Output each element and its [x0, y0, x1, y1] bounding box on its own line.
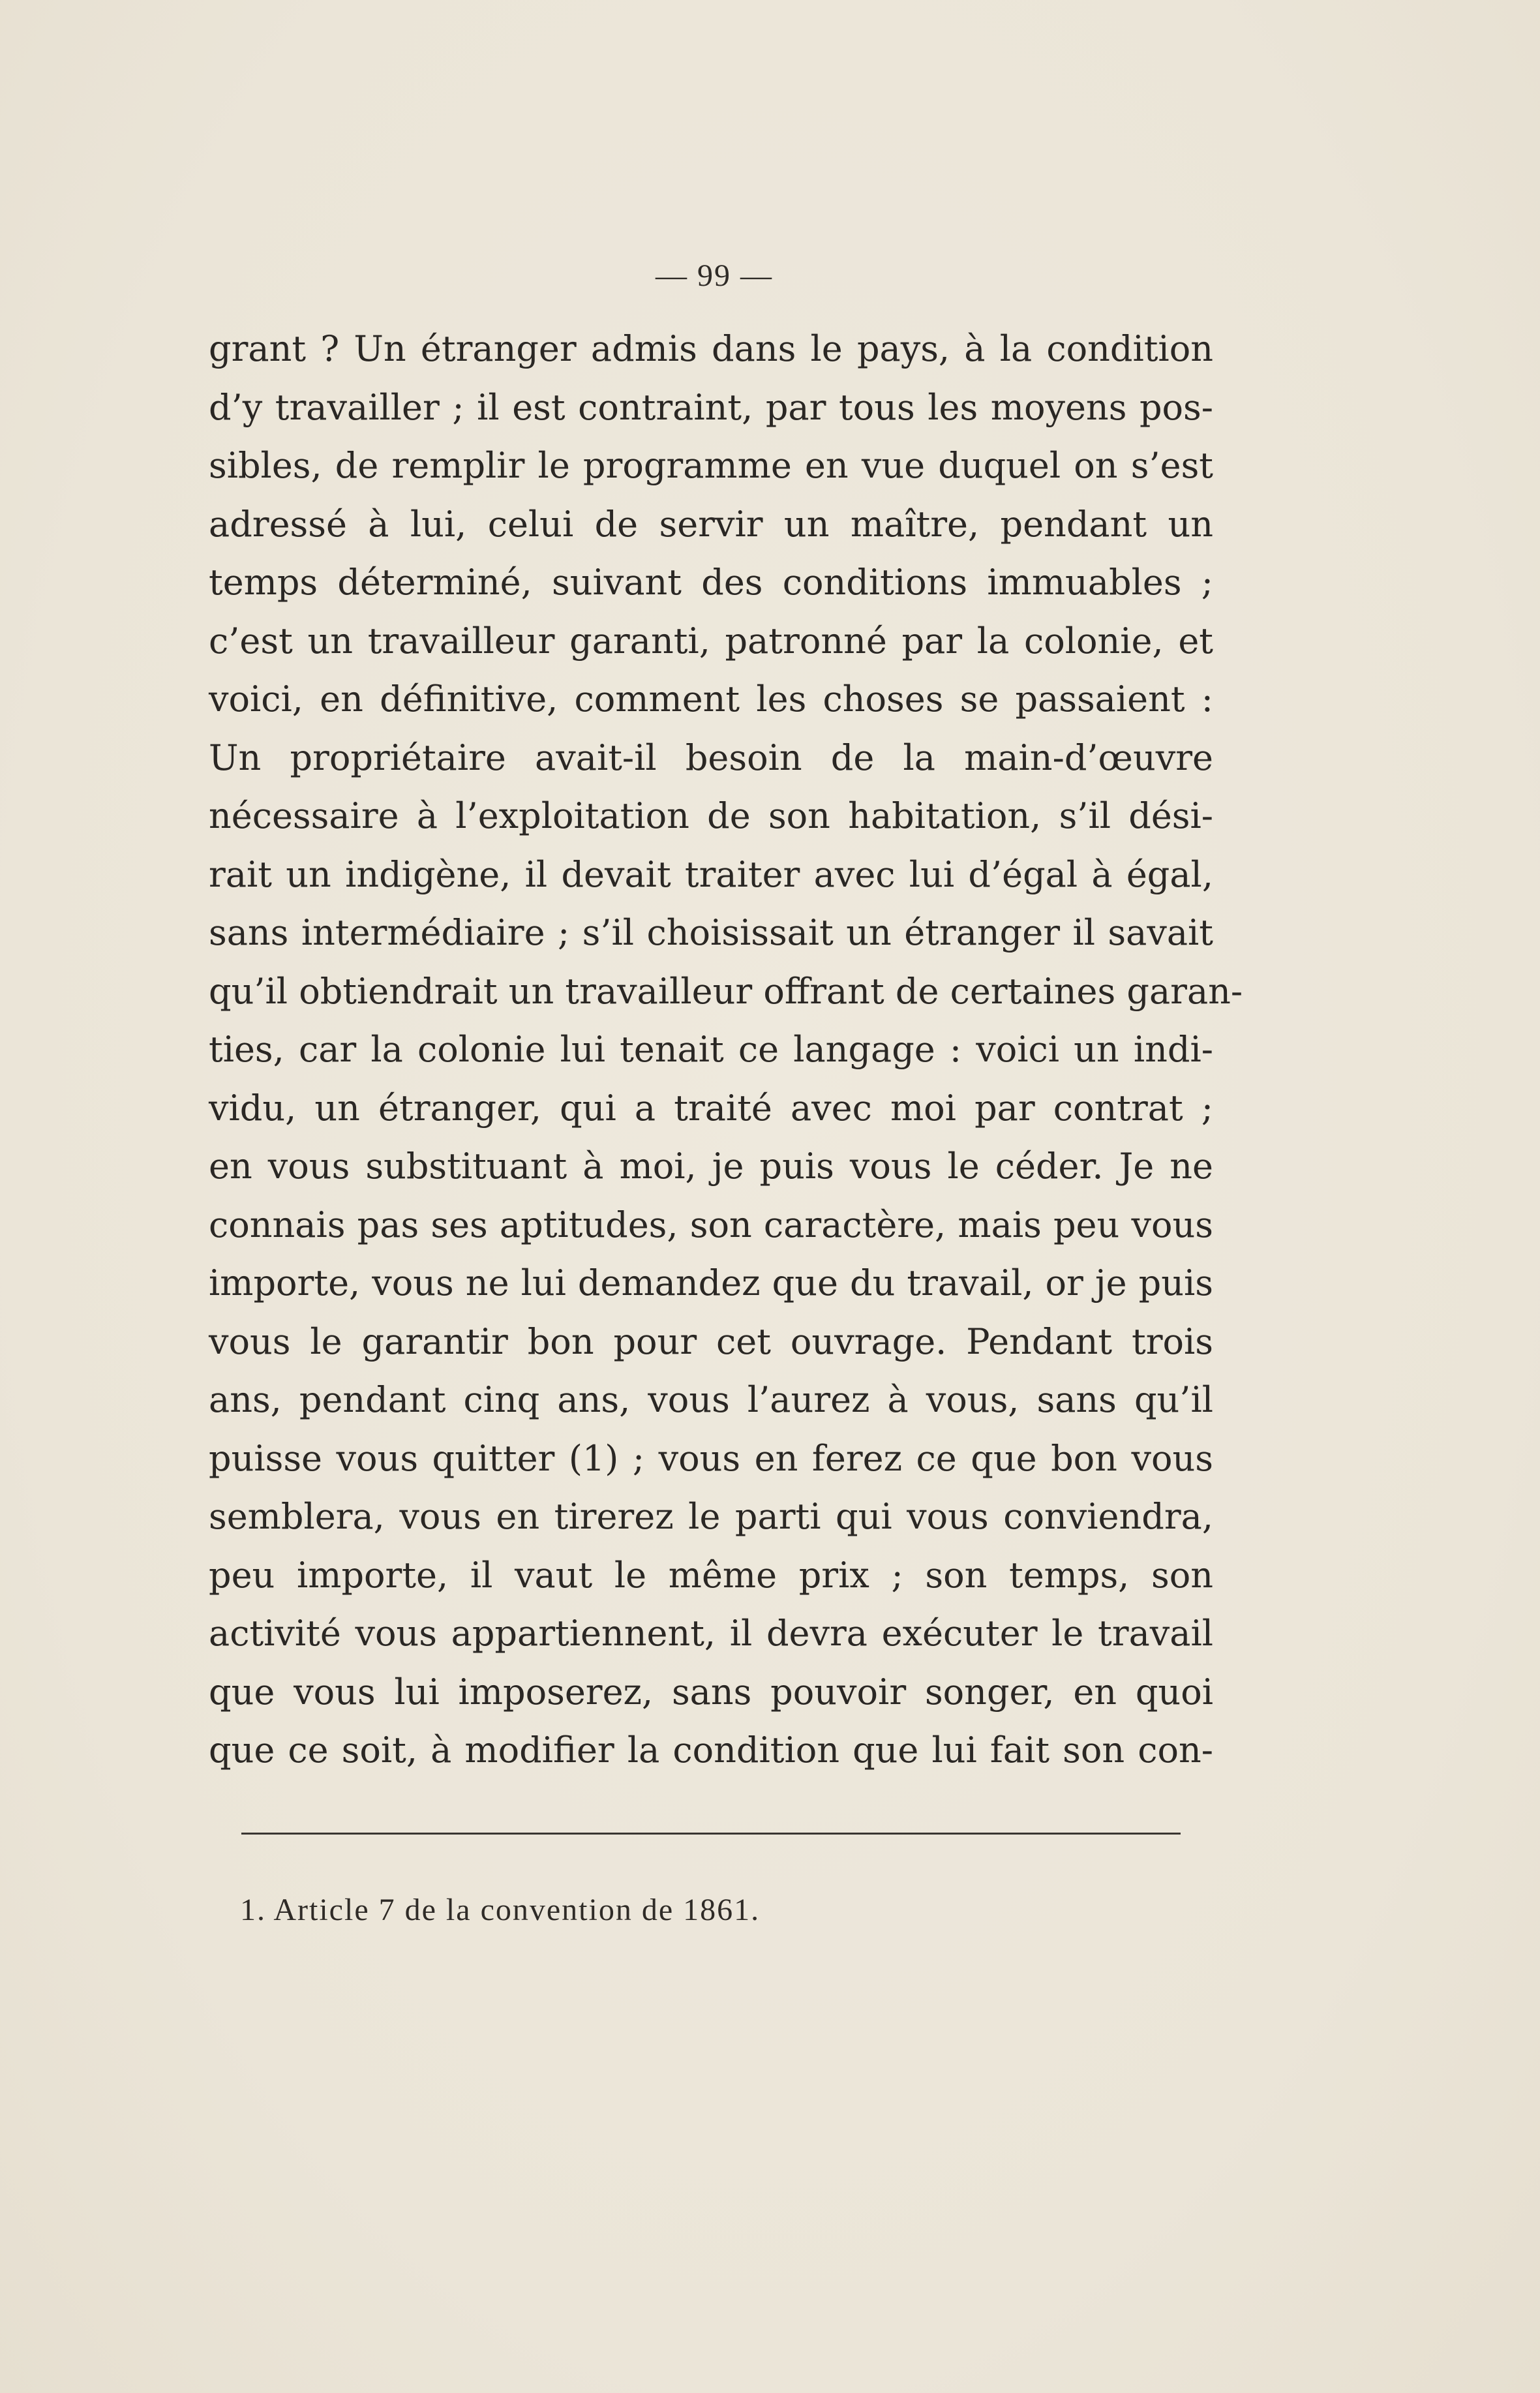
page-number: — 99 —	[656, 258, 773, 293]
text-line: Un propriétaire avait-il besoin de la main-d’œuvre	[209, 737, 1213, 778]
text-line: puisse vous quitter (1) ; vous en ferez ce que bon vous	[209, 1437, 1213, 1479]
footnote: 1. Article 7 de la convention de 1861.	[240, 1893, 761, 1927]
text-line: que vous lui imposerez, sans pouvoir songer, en quoi	[209, 1671, 1213, 1713]
text-line: connais pas ses aptitudes, son caractère, mais peu vous	[209, 1204, 1213, 1245]
text-line: sibles, de remplir le programme en vue duquel on s’est	[209, 445, 1213, 486]
text-line: vidu, un étranger, qui a traité avec moi par contrat ;	[209, 1087, 1213, 1129]
text-line: sans intermédiaire ; s’il choisissait un étranger il savait	[209, 912, 1213, 953]
body-text	[209, 320, 1243, 1780]
text-line: activité vous appartiennent, il devra exécuter le travail	[209, 1613, 1213, 1654]
text-line: que ce soit, à modifier la condition que lui fait son con-	[209, 1730, 1213, 1771]
text-line: ans, pendant cinq ans, vous l’aurez à vous, sans qu’il	[209, 1379, 1213, 1420]
text-line: ties, car la colonie lui tenait ce langage : voici un indi-	[209, 1029, 1213, 1070]
text-line: importe, vous ne lui demandez que du travail, or je puis	[209, 1262, 1213, 1303]
text-line: voici, en définitive, comment les choses se passaient :	[209, 678, 1213, 720]
text-line: rait un indigène, il devait traiter avec lui d’égal à égal,	[209, 853, 1213, 895]
text-line: semblera, vous en tirerez le parti qui vous conviendra,	[209, 1496, 1213, 1537]
footnote-rule	[241, 1833, 1181, 1835]
text-line: grant ? Un étranger admis dans le pays, à la condition	[209, 328, 1213, 369]
text-line: en vous substituant à moi, je puis vous le céder. Je ne	[209, 1146, 1213, 1187]
text-line: adressé à lui, celui de servir un maître, pendant un	[209, 503, 1213, 545]
text-line: temps déterminé, suivant des conditions immuables ;	[209, 562, 1213, 603]
text-line: qu’il obtiendrait un travailleur offrant de certaines garan-	[209, 970, 1243, 1012]
text-line: nécessaire à l’exploitation de son habitation, s’il dési-	[209, 795, 1213, 836]
text-line: vous le garantir bon pour cet ouvrage. Pendant trois	[209, 1320, 1213, 1362]
text-line: peu importe, il vaut le même prix ; son temps, son	[209, 1554, 1213, 1596]
text-line: c’est un travailleur garanti, patronné par la colonie, et	[209, 620, 1213, 662]
text-line: d’y travailler ; il est contraint, par tous les moyens pos-	[209, 386, 1213, 428]
